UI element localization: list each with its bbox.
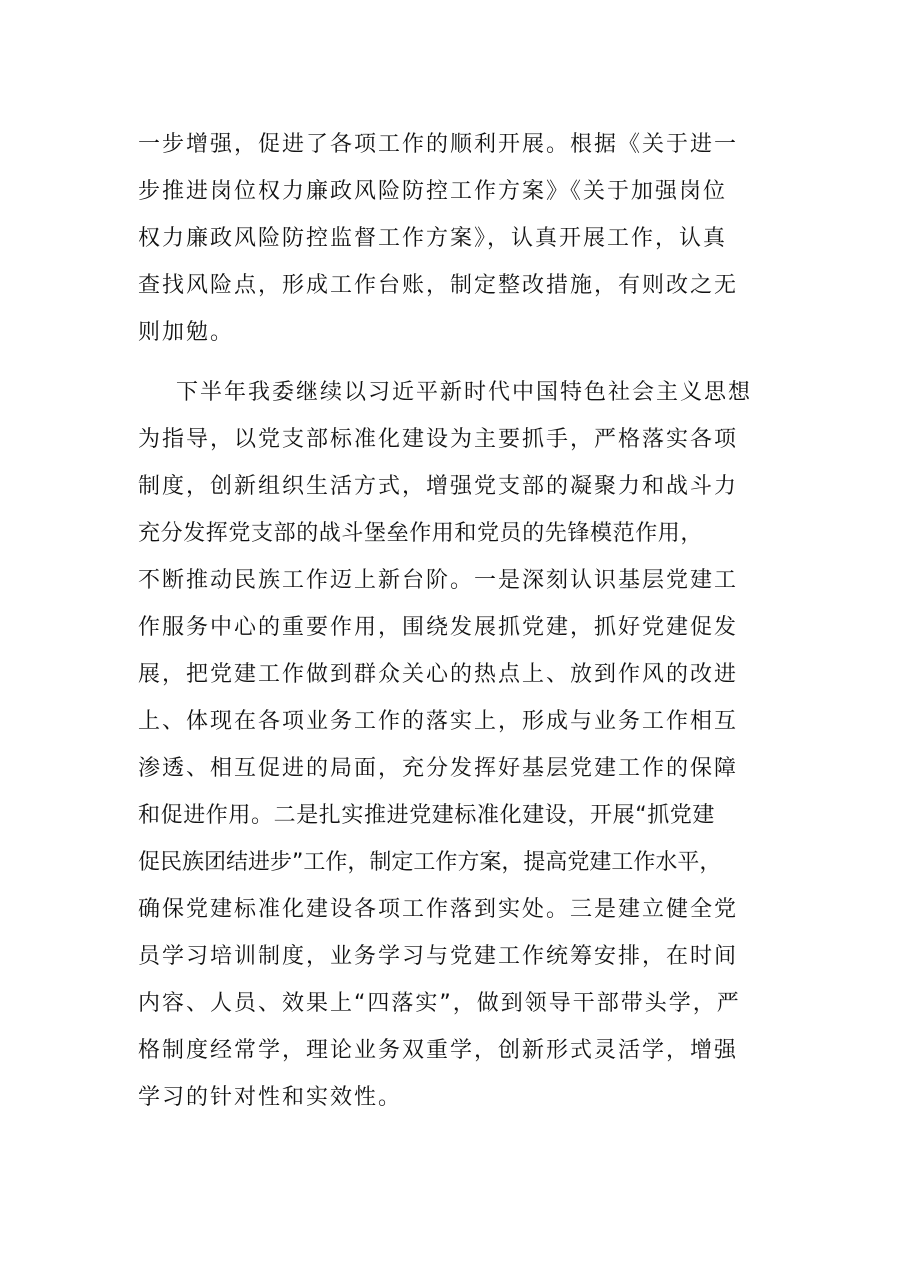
paragraph-2-line-5: 不断推动民族工作迈上新台阶。一是深刻认识基层党建工 — [138, 568, 739, 593]
paragraph-2-line-14: 内容、人员、效果上“四落实”，做到领导干部带头学，严 — [138, 991, 741, 1016]
paragraph-2-line-11: 促民族团结进步”工作，制定工作方案，提高党建工作水平， — [138, 850, 722, 875]
paragraph-2-line-6: 作服务中心的重要作用，围绕发展抓党建，抓好党建促发 — [138, 615, 739, 640]
paragraph-2-line-9: 渗透、相互促进的局面，充分发挥好基层党建工作的保障 — [138, 756, 739, 781]
paragraph-2-line-13: 员学习培训制度，业务学习与党建工作统筹安排，在时间 — [138, 944, 739, 969]
paragraph-1-line-4: 查找风险点，形成工作台账，制定整改措施，有则改之无 — [138, 273, 739, 298]
paragraph-2-line-15: 格制度经常学，理论业务双重学，创新形式灵活学，增强 — [138, 1038, 739, 1063]
paragraph-2-line-10: 和促进作用。二是扎实推进党建标准化建设，开展“抓党建 — [138, 803, 715, 828]
paragraph-2-line-8: 上、体现在各项业务工作的落实上，形成与业务工作相互 — [138, 709, 739, 734]
paragraph-2-line-2: 为指导，以党支部标准化建设为主要抓手，严格落实各项 — [138, 427, 739, 452]
paragraph-2-line-12: 确保党建标准化建设各项工作落到实处。三是建立健全党 — [138, 897, 739, 922]
paragraph-1-line-2: 步推进岗位权力廉政风险防控工作方案》《关于加强岗位 — [138, 179, 728, 204]
paragraph-2-line-4: 充分发挥党支部的战斗堡垒作用和党员的先锋模范作用， — [138, 521, 704, 546]
paragraph-2-line-16: 学习的针对性和实效性。 — [138, 1085, 403, 1110]
paragraph-1-line-3: 权力廉政风险防控监督工作方案》，认真开展工作，认真 — [138, 226, 728, 251]
paragraph-2-line-3: 制度，创新组织生活方式，增强党支部的凝聚力和战斗力 — [138, 474, 739, 499]
paragraph-1-line-5: 则加勉。 — [138, 320, 235, 345]
paragraph-2-line-7: 展，把党建工作做到群众关心的热点上、放到作风的改进 — [138, 662, 739, 687]
paragraph-2-line-1: 下半年我委继续以习近平新时代中国特色社会主义思想 — [176, 380, 753, 405]
paragraph-1-line-1: 一步增强，促进了各项工作的顺利开展。根据《关于进一 — [138, 132, 739, 157]
